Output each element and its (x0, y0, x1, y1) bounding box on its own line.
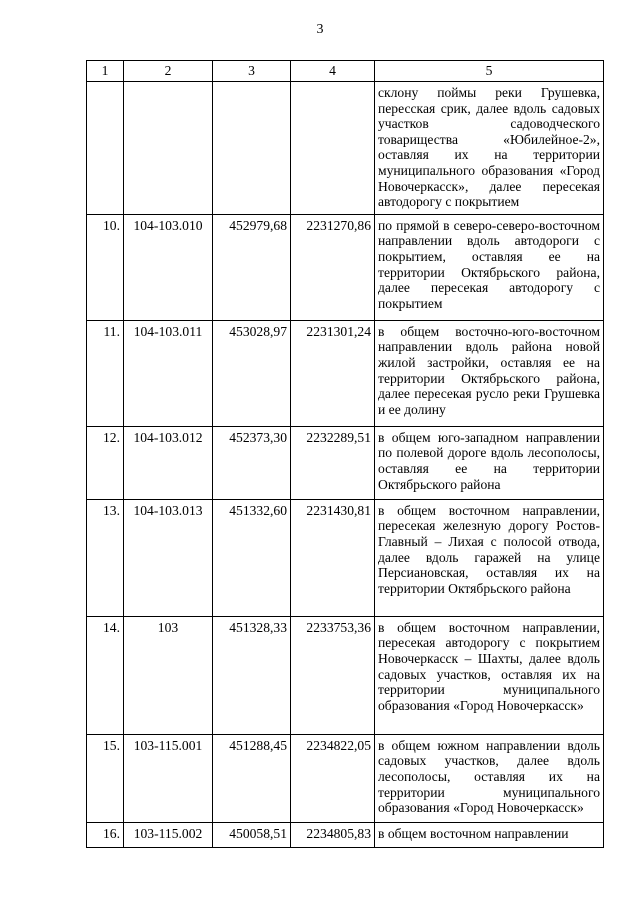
coordinate-y: 2231430,81 (291, 499, 375, 616)
table-header-row (87, 61, 604, 82)
point-code: 104-103.011 (124, 320, 213, 426)
page-number: 3 (316, 22, 324, 37)
coordinate-y: 2232289,51 (291, 426, 375, 499)
table-row (87, 214, 604, 320)
coordinate-y: 2231270,86 (291, 214, 375, 320)
boundary-description: в общем восточно-юго-восточном направлении вдоль района новой жилой застройки, оставляя ее на территории Октябрьского района, далее пересекая русло реки Грушевка и ее долину (375, 320, 604, 426)
coordinate-y (291, 82, 375, 215)
coordinate-y: 2234805,83 (291, 822, 375, 847)
coordinate-x: 451328,33 (213, 616, 291, 734)
table-row (87, 499, 604, 616)
header-cell: 2 (124, 61, 213, 82)
coordinate-y: 2233753,36 (291, 616, 375, 734)
header-cell: 4 (291, 61, 375, 82)
coordinate-y: 2234822,05 (291, 734, 375, 822)
coordinate-x: 451288,45 (213, 734, 291, 822)
table-row (87, 616, 604, 734)
header-cell: 5 (375, 61, 604, 82)
table-row (87, 734, 604, 822)
point-code: 104-103.012 (124, 426, 213, 499)
boundary-description: в общем восточном направлении (375, 822, 604, 847)
boundary-description: по прямой в северо-северо-восточном направлении вдоль автодороги с покрытием, оставляя ее на территории Октябрьского района, далее пересекая автодорогу с покрытием (375, 214, 604, 320)
coordinate-y: 2231301,24 (291, 320, 375, 426)
boundary-description: в общем восточном направлении, пересекая железную дорогу Ростов-Главный – Лихая с полосой отвода, далее вдоль гаражей на улице Персиановская, оставляя их на территории Октябрьского района (375, 499, 604, 616)
header-cell: 3 (213, 61, 291, 82)
row-number: 12. (87, 426, 124, 499)
point-code: 104-103.013 (124, 499, 213, 616)
point-code: 103 (124, 616, 213, 734)
boundary-description: в общем юго-западном направлении по полевой дороге вдоль лесополосы, оставляя ее на территории Октябрьского района (375, 426, 604, 499)
point-code: 104-103.010 (124, 214, 213, 320)
row-number: 11. (87, 320, 124, 426)
boundary-description: в общем южном направлении вдоль садовых участков, далее вдоль лесополосы, оставляя их на территории муниципального образования «Город Новочеркасск» (375, 734, 604, 822)
point-code (124, 82, 213, 215)
coordinate-x (213, 82, 291, 215)
boundary-table (86, 60, 604, 848)
row-number: 16. (87, 822, 124, 847)
table-row (87, 320, 604, 426)
row-number (87, 82, 124, 215)
row-number: 10. (87, 214, 124, 320)
boundary-description: склону поймы реки Грушевка, пересская срик, далее вдоль садовых участков садоводческого товарищества «Юбилейное-2», оставляя их на территории муниципального образования «Город Новочеркасск», далее пересекая автодорогу с покрытием (375, 82, 604, 215)
coordinate-x: 452373,30 (213, 426, 291, 499)
table-row (87, 822, 604, 847)
coordinate-x: 451332,60 (213, 499, 291, 616)
row-number: 14. (87, 616, 124, 734)
row-number: 13. (87, 499, 124, 616)
row-number: 15. (87, 734, 124, 822)
header-cell: 1 (87, 61, 124, 82)
coordinate-x: 453028,97 (213, 320, 291, 426)
table-row (87, 82, 604, 215)
boundary-description: в общем восточном направлении, пересекая автодорогу с покрытием Новочеркасск – Шахты, далее вдоль садовых участков, оставляя их на территории муниципального образования «Город Новочеркасск» (375, 616, 604, 734)
point-code: 103-115.002 (124, 822, 213, 847)
point-code: 103-115.001 (124, 734, 213, 822)
coordinate-x: 450058,51 (213, 822, 291, 847)
table-row (87, 426, 604, 499)
coordinate-x: 452979,68 (213, 214, 291, 320)
